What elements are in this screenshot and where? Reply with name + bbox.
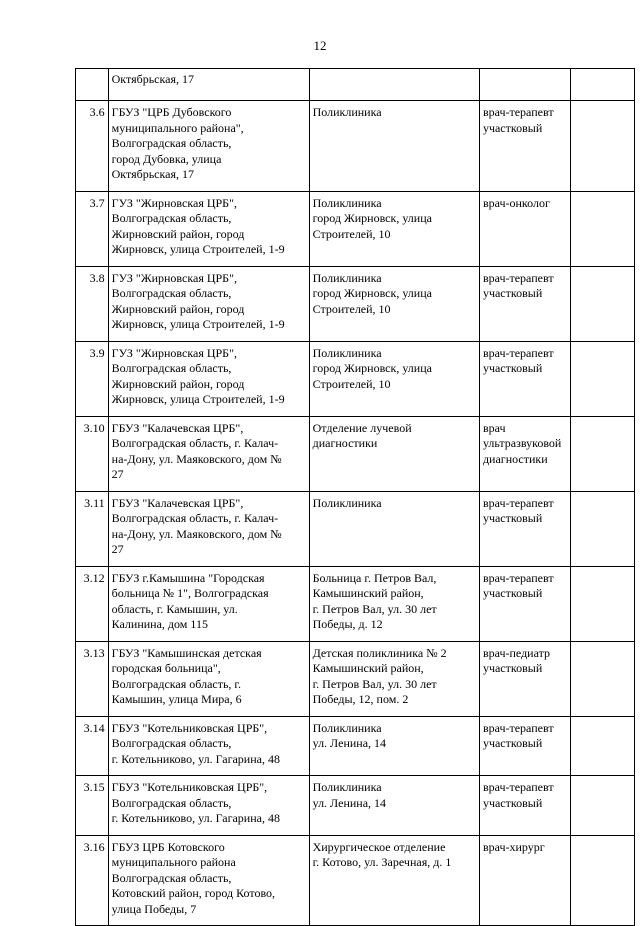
unit-cell: Поликлиника город Жирновск, улица Строителей, 10: [309, 191, 479, 266]
row-number: 3.16: [76, 835, 109, 926]
row-number: 3.7: [76, 191, 109, 266]
unit-cell: Больница г. Петров Вал, Камышинский район, г. Петров Вал, ул. 30 лет Победы, д. 12: [309, 566, 479, 641]
unit-cell: Детская поликлиника № 2 Камышинский район, г. Петров Вал, ул. 30 лет Победы, 12, пом. 2: [309, 641, 479, 716]
table-row: [76, 835, 635, 926]
row-number: 3.14: [76, 716, 109, 776]
empty-cell: [570, 101, 634, 192]
row-number: [76, 69, 109, 101]
table-row: [76, 266, 635, 341]
unit-cell: Поликлиника город Жирновск, улица Строителей, 10: [309, 341, 479, 416]
row-number: 3.6: [76, 101, 109, 192]
empty-cell: [570, 641, 634, 716]
unit-cell: Поликлиника: [309, 101, 479, 192]
empty-cell: [570, 191, 634, 266]
row-number: 3.12: [76, 566, 109, 641]
unit-cell: [309, 69, 479, 101]
position-cell: врач-онколог: [479, 191, 570, 266]
organization-cell: ГБУЗ "Калачевская ЦРБ", Волгоградская область, г. Калач- на-Дону, ул. Маяковского, дом № 27: [108, 416, 309, 491]
table-row: [76, 566, 635, 641]
page-number: 12: [313, 38, 327, 53]
table-row: [76, 776, 635, 836]
organization-cell: ГБУЗ "ЦРБ Дубовского муниципального района", Волгоградская область, город Дубовка, улица Октябрьская, 17: [108, 101, 309, 192]
row-number: 3.13: [76, 641, 109, 716]
unit-cell: Поликлиника: [309, 491, 479, 566]
table-row: [76, 69, 635, 101]
table-row: [76, 641, 635, 716]
row-number: 3.10: [76, 416, 109, 491]
position-cell: врач-хирург: [479, 835, 570, 926]
empty-cell: [570, 341, 634, 416]
empty-cell: [570, 835, 634, 926]
table-body: [76, 69, 635, 926]
organization-cell: ГБУЗ "Камышинская детская городская больница", Волгоградская область, г. Камышин, улица Мира, 6: [108, 641, 309, 716]
institutions-table: [75, 68, 635, 926]
organization-cell: ГБУЗ г.Камышина "Городская больница № 1", Волгоградская область, г. Камышин, ул. Калинина, дом 115: [108, 566, 309, 641]
position-cell: врач ультразвуковой диагностики: [479, 416, 570, 491]
empty-cell: [570, 776, 634, 836]
table-row: [76, 191, 635, 266]
table-row: [76, 101, 635, 192]
empty-cell: [570, 416, 634, 491]
unit-cell: Поликлиника город Жирновск, улица Строителей, 10: [309, 266, 479, 341]
position-cell: врач-терапевт участковый: [479, 716, 570, 776]
empty-cell: [570, 69, 634, 101]
table-row: [76, 716, 635, 776]
empty-cell: [570, 716, 634, 776]
row-number: 3.9: [76, 341, 109, 416]
organization-cell: ГУЗ "Жирновская ЦРБ", Волгоградская область, Жирновский район, город Жирновск, улица Строителей, 1-9: [108, 191, 309, 266]
organization-cell: ГУЗ "Жирновская ЦРБ", Волгоградская область, Жирновский район, город Жирновск, улица Строителей, 1-9: [108, 266, 309, 341]
unit-cell: Поликлиника ул. Ленина, 14: [309, 776, 479, 836]
empty-cell: [570, 266, 634, 341]
table-row: [76, 491, 635, 566]
position-cell: врач-терапевт участковый: [479, 776, 570, 836]
organization-cell: ГУЗ "Жирновская ЦРБ", Волгоградская область, Жирновский район, город Жирновск, улица Строителей, 1-9: [108, 341, 309, 416]
position-cell: врач-педиатр участковый: [479, 641, 570, 716]
row-number: 3.11: [76, 491, 109, 566]
row-number: 3.15: [76, 776, 109, 836]
organization-cell: ГБУЗ ЦРБ Котовского муниципального района Волгоградская область, Котовский район, город Котово, улица Победы, 7: [108, 835, 309, 926]
empty-cell: [570, 566, 634, 641]
position-cell: врач-терапевт участковый: [479, 101, 570, 192]
empty-cell: [570, 491, 634, 566]
organization-cell: ГБУЗ "Калачевская ЦРБ", Волгоградская область, г. Калач- на-Дону, ул. Маяковского, дом № 27: [108, 491, 309, 566]
unit-cell: Отделение лучевой диагностики: [309, 416, 479, 491]
position-cell: врач-терапевт участковый: [479, 491, 570, 566]
organization-cell: ГБУЗ "Котельниковская ЦРБ", Волгоградская область, г. Котельниково, ул. Гагарина, 48: [108, 716, 309, 776]
position-cell: врач-терапевт участковый: [479, 566, 570, 641]
unit-cell: Поликлиника ул. Ленина, 14: [309, 716, 479, 776]
unit-cell: Хирургическое отделение г. Котово, ул. Заречная, д. 1: [309, 835, 479, 926]
organization-cell: ГБУЗ "Котельниковская ЦРБ", Волгоградская область, г. Котельниково, ул. Гагарина, 48: [108, 776, 309, 836]
table-row: [76, 416, 635, 491]
table-row: [76, 341, 635, 416]
position-cell: врач-терапевт участковый: [479, 341, 570, 416]
position-cell: врач-терапевт участковый: [479, 266, 570, 341]
organization-cell: Октябрьская, 17: [108, 69, 309, 101]
row-number: 3.8: [76, 266, 109, 341]
position-cell: [479, 69, 570, 101]
